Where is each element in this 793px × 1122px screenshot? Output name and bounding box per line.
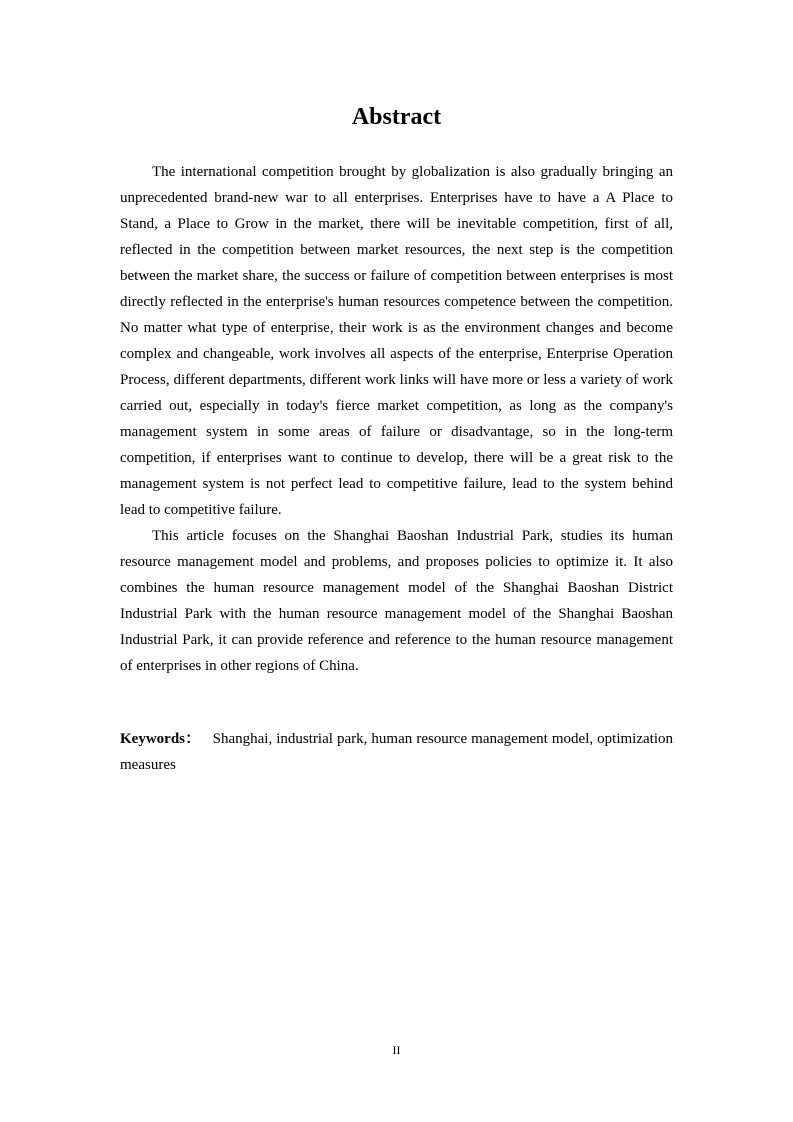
- abstract-body: [120, 159, 673, 679]
- page-number: II: [392, 1043, 401, 1057]
- keywords-line: [120, 726, 673, 778]
- keywords-text: Shanghai, industrial park, human resource management model, optimization measures: [120, 731, 673, 773]
- keywords-label: Keywords: [120, 731, 185, 747]
- abstract-paragraph-2: This article focuses on the Shanghai Baoshan Industrial Park, studies its human resource management model and problems, and proposes policies to optimize it. It also combines the human resource management model of the Shanghai Baoshan District Industrial Park with the human resource management model of the Shanghai Baoshan Industrial Park, it can provide reference and reference to the human resource management of enterprises in other regions of China.: [120, 528, 673, 674]
- abstract-title: Abstract: [351, 104, 442, 130]
- keywords-separator: ：: [185, 731, 201, 747]
- abstract-paragraph-1: The international competition brought by globalization is also gradually bringing an unprecedented brand-new war to all enterprises. Enterprises have to have a A Place to Stand, a Place to Grow in the market, there will be inevitable competition, first of all, reflected in the competition between market resources, the next step is the competition between the market share, the success or failure of competition between enterprises is most directly reflected in the enterprise's human resources competence between the competition. No matter what type of enterprise, their work is as the environment changes and become complex and changeable, work involves all aspects of the enterprise, Enterprise Operation Process, different departments, different work links will have more or less a variety of work carried out, especially in today's fierce market competition, as long as the company's management system in some areas of failure or disadvantage, so in the long-term competition, if enterprises want to continue to develop, there will be a great risk to the management system is not perfect lead to competitive failure, lead to the system behind lead to competitive failure.: [120, 164, 673, 518]
